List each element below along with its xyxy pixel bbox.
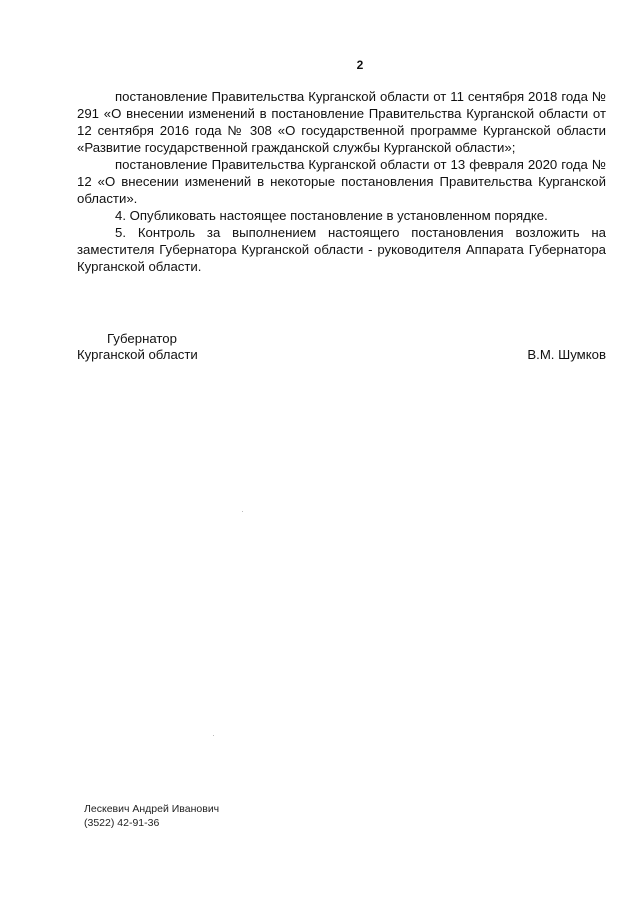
paragraph-item-5: 5. Контроль за выполнением настоящего постановления возложить на заместителя Губернатора Курганской области - руководителя Аппарата Губернатора Курганской области. [77, 225, 606, 274]
page-number: 2 [356, 58, 364, 72]
scan-speck [242, 511, 243, 512]
executor-phone: (3522) 42-91-36 [84, 817, 160, 829]
executor-block [84, 802, 219, 830]
paragraph-resolution-12: постановление Правительства Курганской области от 13 февраля 2020 года № 12 «О внесении изменений в некоторые постановления Правительства Курганской области». [77, 157, 606, 206]
signature-title: Губернатор [107, 331, 177, 346]
document-body [77, 88, 606, 275]
paragraph-item-4: 4. Опубликовать настоящее постановление в установленном порядке. [115, 208, 548, 223]
signer-name: В.М. Шумков [527, 347, 606, 362]
executor-name: Лескевич Андрей Иванович [84, 803, 220, 815]
paragraph-resolution-291: постановление Правительства Курганской области от 11 сентября 2018 года № 291 «О внесении изменений в постановление Правительства Курганской области от 12 сентября 2016 года № 308 «О государственной программе Курганской области «Развитие государственной гражданской службы Курганской области»; [77, 89, 606, 155]
scan-speck [213, 735, 214, 736]
signature-region: Курганской области [77, 347, 198, 362]
